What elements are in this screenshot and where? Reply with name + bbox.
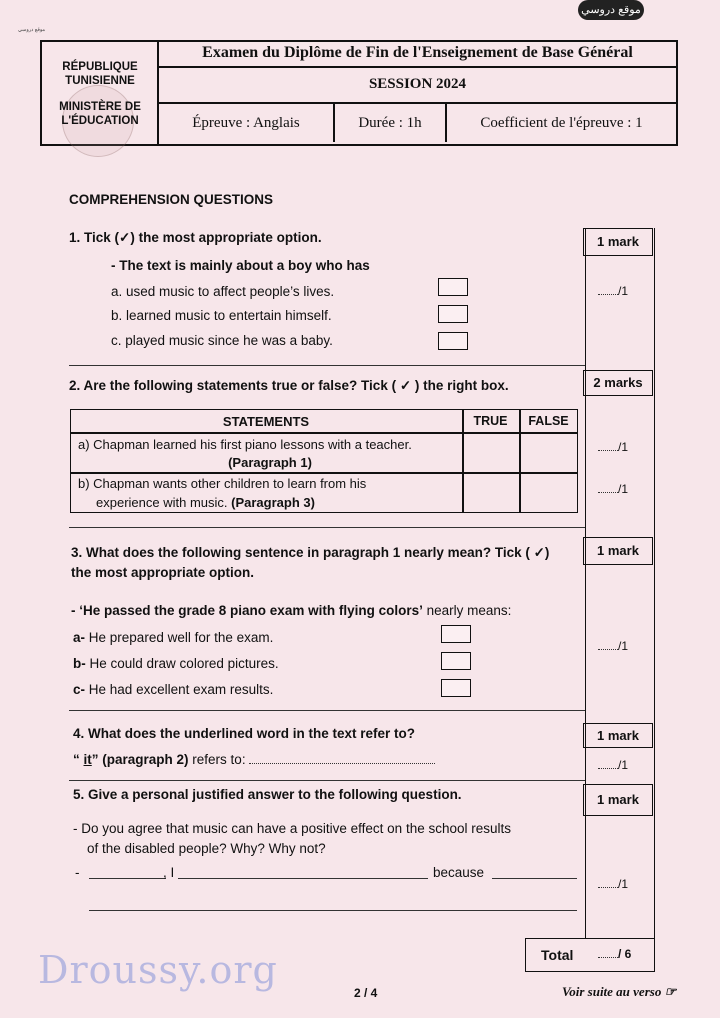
total-score: / 6 xyxy=(598,947,631,961)
page-number: 2 / 4 xyxy=(354,986,378,1000)
q1-separator xyxy=(69,365,585,366)
q2-row-b-score: /1 xyxy=(598,482,628,496)
q5-answer-line-3[interactable] xyxy=(492,878,577,879)
q3-separator xyxy=(69,710,585,711)
q5-score: /1 xyxy=(598,877,628,891)
q2-separator xyxy=(69,527,585,528)
coefficient-label: Coefficient de l'épreuve : 1 xyxy=(480,115,643,131)
q1-checkbox-c[interactable] xyxy=(438,332,468,350)
q5-because: because xyxy=(433,865,485,880)
q1-stem: - The text is mainly about a boy who has xyxy=(111,258,370,273)
q5-prompt: - Do you agree that music can have a positive effect on the school results of the disabled people? Why? Why not? xyxy=(73,821,511,856)
tiny-site-label: موقع دروسي xyxy=(18,27,46,33)
q4-question: 4. What does the underlined word in the text refer to? xyxy=(73,726,416,741)
q3-question: 3. What does the following sentence in paragraph 1 nearly mean? Tick ( ✓) the most appropriate option. xyxy=(71,545,550,580)
q4-score: /1 xyxy=(598,758,628,772)
header-hline-1 xyxy=(159,66,676,68)
session-label: SESSION 2024 xyxy=(368,76,467,92)
q3-checkbox-a[interactable] xyxy=(441,625,471,643)
section-title: COMPREHENSION QUESTIONS xyxy=(69,192,274,207)
q1-option-a: a. used music to affect people’s lives. xyxy=(111,284,335,299)
q4-prompt: “ it” (paragraph 2) refers to: xyxy=(73,752,435,767)
header-hline-2 xyxy=(159,102,676,104)
q3-option-b: b- He could draw colored pictures. xyxy=(73,656,279,671)
q5-question: 5. Give a personal justified answer to the following question. xyxy=(73,787,462,802)
q2-row-a-false-cell[interactable] xyxy=(521,434,577,471)
q1-checkbox-b[interactable] xyxy=(438,305,468,323)
q2-question: 2. Are the following statements true or false? Tick ( ✓ ) the right box. xyxy=(69,378,509,393)
q1-score: /1 xyxy=(598,284,628,298)
q2-row-b-true-cell[interactable] xyxy=(464,474,518,511)
q5-answer-line-1[interactable] xyxy=(89,878,166,879)
q5-mark: 1 mark xyxy=(583,784,653,816)
q1-checkbox-a[interactable] xyxy=(438,278,468,296)
epreuve-label: Épreuve : Anglais xyxy=(192,115,300,131)
q2-header-false: FALSE xyxy=(528,414,569,428)
q2-header-true: TRUE xyxy=(473,414,508,428)
q5-dash: - xyxy=(75,865,80,880)
q2-row-a-score: /1 xyxy=(598,440,628,454)
q2-row-a-text: a) Chapman learned his first piano lessons with a teacher. (Paragraph 1) xyxy=(78,437,412,470)
q3-quote: - ‘He passed the grade 8 piano exam with flying colors’ nearly means: xyxy=(71,603,512,618)
q2-row-b-false-cell[interactable] xyxy=(521,474,577,511)
q5-answer-line-4[interactable] xyxy=(89,910,577,911)
q3-checkbox-c[interactable] xyxy=(441,679,471,697)
q2-row-a-true-cell[interactable] xyxy=(464,434,518,471)
q5-comma-i: , I xyxy=(163,865,175,880)
q1-option-b: b. learned music to entertain himself. xyxy=(111,308,332,323)
exam-title: Examen du Diplôme de Fin de l'Enseignement de Base Général xyxy=(202,44,633,61)
watermark: Droussy.org xyxy=(38,948,278,992)
q1-mark: 1 mark xyxy=(583,228,653,256)
q1-option-c: c. played music since he was a baby. xyxy=(111,333,333,348)
total-label: Total xyxy=(541,947,574,963)
q3-option-a: a- He prepared well for the exam. xyxy=(73,630,274,645)
q5-answer-line-2[interactable] xyxy=(178,878,428,879)
duree-label: Durée : 1h xyxy=(358,115,422,131)
site-badge: موقع دروسي xyxy=(578,0,644,20)
q2-row-b-text: b) Chapman wants other children to learn from his experience with music. (Paragraph 3) xyxy=(78,476,367,510)
q3-checkbox-b[interactable] xyxy=(441,652,471,670)
mark-column xyxy=(585,228,655,938)
q3-mark: 1 mark xyxy=(583,537,653,565)
q2-header-statements: STATEMENTS xyxy=(222,414,310,429)
q1-question: 1. Tick (✓) the most appropriate option. xyxy=(69,230,322,245)
q4-mark: 1 mark xyxy=(583,723,653,748)
q2-mark: 2 marks xyxy=(583,370,653,396)
q3-score: /1 xyxy=(598,639,628,653)
country-name: RÉPUBLIQUE TUNISIENNE xyxy=(62,61,138,87)
continue-note: Voir suite au verso ☞ xyxy=(562,984,677,999)
q4-separator xyxy=(69,780,585,781)
q3-option-c: c- He had excellent exam results. xyxy=(73,682,274,697)
ministry-name: MINISTÈRE DE L'ÉDUCATION xyxy=(59,101,141,127)
